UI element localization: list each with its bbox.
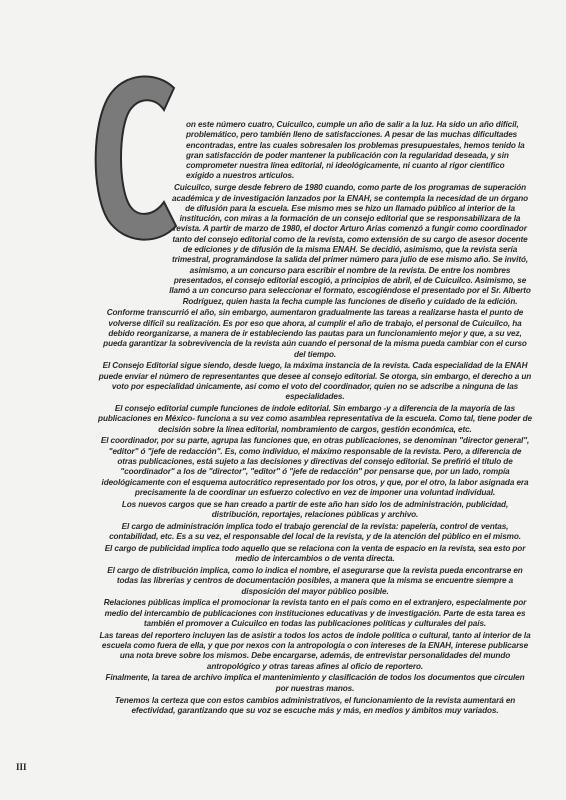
paragraph: Los nuevos cargos que se han creado a partir de este año han sido los de administración, publicidad, distribución, reportajes, relaciones públicas y archivo.	[121, 499, 509, 519]
paragraph: Conforme transcurrió el año, sin embargo, aumentaron gradualmente las tareas a realizarse hasta el punto de volverse difícil su realización. Es por eso que ahora, al cumplir el año de trabajo, el personal de Cuicuilco, ha debido reorganizarse, a manera de ir estableciendo las pautas para un funcionamiento mejor y que, a su vez, pueda garantizar la sobrevivencia de la revista aún cuando el personal de la misma pueda cambiar con el curso del tiempo.	[103, 308, 527, 359]
paragraph: Las tareas del reportero incluyen las de asistir a todos los actos de índole política o cultural, tanto al interior de la escuela como fuera de ella, y que por nexos con la antropología o con intereses de la ENAH, interese publicarse una nota breve sobre los mismos. Debe encargarse, además, de entrevistar personalidades del mundo antropológico y otras tareas afines al oficio de reportero.	[99, 630, 531, 671]
paragraph: Finalmente, la tarea de archivo implica el mantenimiento y clasificación de todos los documentos que circulen por nuestras manos.	[105, 673, 525, 693]
paragraph: Tenemos la certeza que con estos cambios administrativos, el funcionamiento de la revista aumentará en efectividad, garantizando que su voz se escuche más y más, en medios y ámbitos muy variados.	[114, 695, 516, 715]
paragraph: El cargo de publicidad implica todo aquello que se relaciona con la venta de espacio en la revista, sea esto por medio de intercambios o de venta directa.	[104, 543, 526, 564]
paragraph-intro: on este número cuatro, Cuicuilco, cumple un año de salir a la luz. Ha sido un año difícil, problemático, pero también lleno de satisfacciones. A pesar de las muchas dificultades encontradas, entre las cuales sobresalen los problemas presupuestales, hemos tenido la gran satisfacción de poder mantener la publicación con la regularidad deseada, y sin comprometer nuestra línea editorial, ni ideológicamente, ni cuanto al rigor científico exigido a nuestros artículos.	[186, 120, 525, 181]
article-body	[98, 120, 532, 718]
paragraph: Cuicuilco, surge desde febrero de 1980 cuando, como parte de los programas de superación académica y de investigación lanzados por la ENAH, se contempla la necesidad de un órgano de difusión para la escuela. Ese mismo mes se hizo un llamado público al interior de la institución, con miras a la formación de un consejo editorial que se responsabilizara de la revista. A partir de marzo de 1980, el doctor Arturo Arias comenzó a fungir como coordinador tanto del consejo editorial como de la revista, como extensión de su cargo de asesor docente de ediciones y de difusión de la misma ENAH. Se decidió, asimismo, que la revista sería trimestral, programándose la salida del primer número para julio de ese mismo año. Se invitó, asimismo, a un concurso para escribir el nombre de la revista. De entre los nombres presentados, el consejo editorial escogió, a principios de abril, el de Cuicuilco. Asimismo, se llamó a un concurso para seleccionar el formato, escogiéndose el presentado por el Sr. Alberto Rodríguez, quien hasta la fecha cumple las funciones de diseño y cuidado de la edición.	[169, 183, 531, 306]
paragraph: El consejo editorial cumple funciones de índole editorial. Sin embargo -y a diferencia de la mayoría de las publicaciones en México- funciona a su vez como asamblea representativa de la escuela. Como tal, tiene poder de decisión sobre la línea editorial, nombramiento de cargos, gestión económica, etc.	[98, 404, 532, 434]
paragraph: El cargo de administración implica todo el trabajo gerencial de la revista: papelería, control de ventas, contabilidad, etc. Es a su vez, el responsable del local de la revista, y de la atención del público en el mismo.	[109, 521, 521, 542]
paragraph: El Consejo Editorial sigue siendo, desde luego, la máxima instancia de la revista. Cada especialidad de la ENAH puede enviar el número de representantes que desee al consejo editorial. Se otorga, sin embargo, el derecho a un voto por especialidad únicamente, así como el voto del coordinador, quien no se adscribe a ninguna de las especialidades.	[98, 361, 532, 402]
paragraph: El coordinador, por su parte, agrupa las funciones que, en otras publicaciones, se denominan "director general", "editor" ó "jefe de redacción". Es, como individuo, el máximo responsable de la revista. Pero, a diferencia de otras publicaciones, está sujeto a las decisiones y directivas del consejo editorial. Se prefirió el título de "coordinador" a los de "director", "editor" ó "jefe de redacción" por pensarse que, por un lado, rompía ideológicamente con el esquema autocrático representado por los otros, y que, por el otro, la labor asignada era precisamente la de coordinar un esfuerzo colectivo en vez de imponer una voluntad individual.	[100, 436, 530, 497]
paragraph: Relaciones públicas implica el promocionar la revista tanto en el país como en el extranjero, especialmente por medio del intercambio de publicaciones con instituciones educativas y de investigación. Parte de esta tarea es también el promover a Cuicuilco en todas las publicaciones políticas y culturales del país.	[103, 598, 527, 628]
page-number: III	[16, 762, 27, 772]
paragraph: El cargo de distribución implica, como lo indica el nombre, el asegurarse que la revista pueda encontrarse en todas las librerías y centros de documentación posibles, a manera que la misma se encuentre siempre a disposición del mayor público posible.	[107, 565, 523, 596]
